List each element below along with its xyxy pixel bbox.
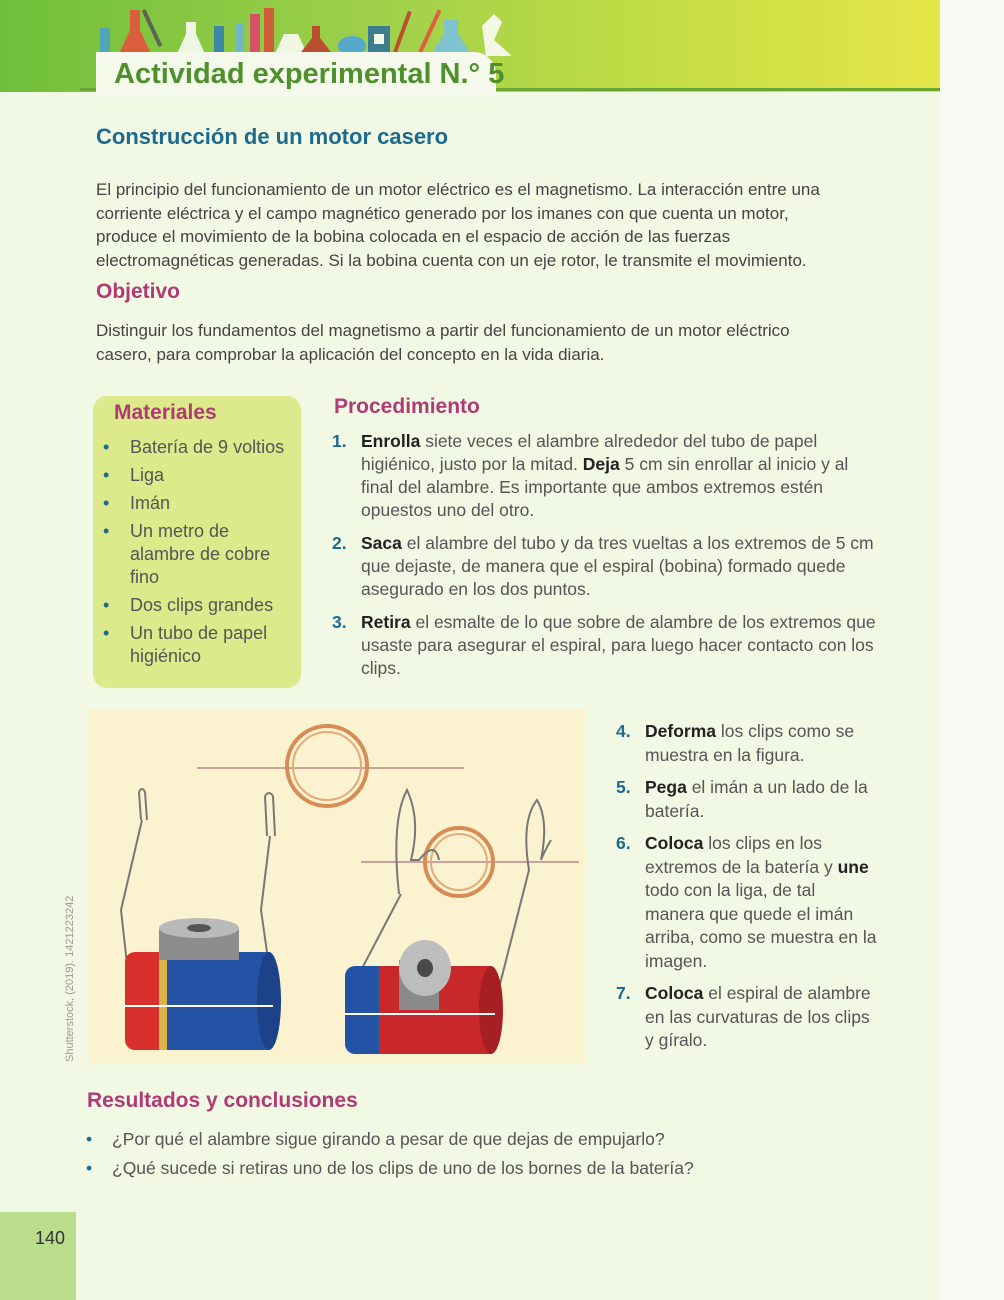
page-title: Construcción de un motor casero <box>96 124 449 149</box>
procedure-step <box>616 982 878 1053</box>
procedure-step <box>616 832 878 973</box>
list-item: • Imán <box>103 492 293 515</box>
list-item: • Batería de 9 voltios <box>103 436 293 459</box>
motor-figure <box>89 710 585 1064</box>
procedure-step <box>332 430 877 522</box>
procedure-heading: Procedimiento <box>334 395 480 418</box>
page-number-tab <box>0 1212 76 1300</box>
step-text: siete veces el alambre alrededor del tubo de papel higiénico, justo por la mitad. <box>361 431 818 474</box>
materials-list <box>103 436 293 673</box>
step-text: 5 cm sin enrollar al inicio y al final del alambre. Es importante que ambos extremos estén opuestos uno del otro. <box>361 454 849 520</box>
step-verb: Retira <box>361 612 411 632</box>
page-margin-strip <box>940 0 1004 1300</box>
activity-title: Actividad experimental N.° 5 <box>114 58 505 90</box>
image-credit: Shutterstock, (2019). 1421223242 <box>64 895 76 1062</box>
step-text: el imán a un lado de la batería. <box>645 777 868 821</box>
step-number: 6. <box>616 833 631 853</box>
page-number: 140 <box>35 1228 66 1248</box>
objective-heading: Objetivo <box>96 280 181 303</box>
list-item: • Un metro de alambre de cobre fino <box>103 520 293 589</box>
step-text: el esmalte de lo que sobre de alambre de los extremos que usaste para asegurar el espiral, para luego hacer contacto con los clips. <box>361 612 876 678</box>
step-text: el alambre del tubo y da tres vueltas a los extremos de 5 cm que dejaste, de manera que el espiral (bobina) formado quede asegurado en los dos puntos. <box>361 533 874 599</box>
list-item: • Un tubo de papel higiénico <box>103 622 293 668</box>
objective-text: Distinguir los fundamentos del magnetismo a partir del funcionamiento de un motor eléctrico casero, para comprobar la aplicación del concepto en la vida diaria. <box>96 321 790 364</box>
step-verb: Deja <box>582 454 620 474</box>
list-item: • Dos clips grandes <box>103 594 293 617</box>
step-verb: Coloca <box>645 833 704 853</box>
step-number: 7. <box>616 983 631 1003</box>
step-number: 4. <box>616 721 631 741</box>
procedure-step <box>332 611 877 680</box>
list-item: • ¿Qué sucede si retiras uno de los clips de uno de los bornes de la batería? <box>86 1156 906 1181</box>
step-number: 5. <box>616 777 631 797</box>
step-verb: Pega <box>645 777 687 797</box>
homemade-motor-illustration <box>89 710 585 1064</box>
step-text: los clips como se muestra en la figura. <box>645 721 855 765</box>
step-text: todo con la liga, de tal manera que quede el imán arriba, como se muestra en la imagen. <box>645 880 877 971</box>
step-text: los clips en los extremos de la batería y <box>645 833 838 877</box>
step-verb: Deforma <box>645 721 716 741</box>
list-item: • ¿Por qué el alambre sigue girando a pesar de que dejas de empujarlo? <box>86 1127 906 1152</box>
procedure-steps-4-7 <box>616 720 878 1062</box>
step-verb: Enrolla <box>361 431 421 451</box>
step-number: 1. <box>332 431 347 451</box>
step-verb: Saca <box>361 533 402 553</box>
procedure-step <box>616 720 878 767</box>
step-number: 2. <box>332 533 347 553</box>
results-heading: Resultados y conclusiones <box>87 1089 358 1112</box>
step-text: el espiral de alambre en las curvaturas de los clips y gíralo. <box>645 983 871 1050</box>
step-number: 3. <box>332 612 347 632</box>
intro-paragraph: El principio del funcionamiento de un motor eléctrico es el magnetismo. La interacción entre una corriente eléctrica y el campo magnético generado por los imanes con que cuenta un motor, produce el movimiento de la bobina colocada en el espacio de acción de las fuerzas electromagnéticas generadas. Si la bobina cuenta con un eje rotor, le transmite el movimiento. <box>96 180 820 270</box>
procedure-step <box>332 532 877 601</box>
procedure-steps-1-3 <box>332 430 877 690</box>
step-verb: une <box>837 856 869 877</box>
materials-heading: Materiales <box>114 401 217 424</box>
list-item: • Liga <box>103 464 293 487</box>
results-questions <box>86 1127 906 1185</box>
procedure-step <box>616 776 878 823</box>
step-verb: Coloca <box>645 983 704 1003</box>
